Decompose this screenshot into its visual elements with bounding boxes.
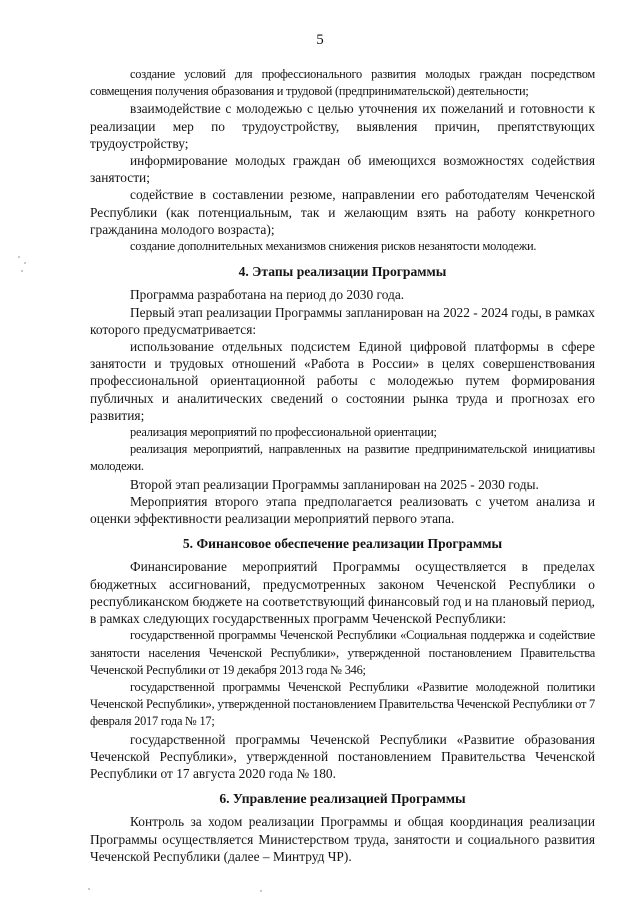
scan-artifact [260,890,262,892]
paragraph: взаимодействие с молодежью с целью уточнения их пожеланий и готовности к реализации мер по трудоустройству, выявления причин, препятствующих трудоустройству; [90,101,595,151]
scan-artifact [88,888,90,890]
section-heading: 5. Финансовое обеспечение реализации Программы [182,536,503,552]
paragraph: реализация мероприятий, направленных на развитие предпринимательской инициативы молодежи. [90,442,595,474]
paragraph: государственной программы Чеченской Республики «Развитие молодежной политики Чеченской Республики», утвержденной постановлением Правительства Чеченской Республики от 7 февраля 2017 года № 17; [90,679,595,729]
paragraph: государственной программы Чеченской Республики «Развитие образования Чеченской Республики», утвержденной постановлением Правительства Чеченской Республики от 17 августа 2020 года № 180. [90,731,595,781]
paragraph: Программа разработана на период до 2030 года. [130,287,405,303]
paragraph: создание условий для профессионального развития молодых граждан посредством совмещения получения образования и трудовой (предпринимательской) деятельности; [90,67,595,99]
paragraph: государственной программы Чеченской Республики «Социальная поддержка и содействие занятости населения Чеченской Республики», утвержденной постановлением Правительства Чеченской Республики от 19 декабря 2013 года № 346; [90,628,595,677]
section-heading: 6. Управление реализацией Программы [219,791,466,807]
paragraph: Второй этап реализации Программы запланирован на 2025 - 2030 годы. [130,476,539,492]
scan-artifact [18,256,20,258]
scan-artifact [21,270,23,272]
paragraph: Мероприятия второго этапа предполагается реализовать с учетом анализа и оценки эффективности реализации мероприятий первого этапа. [90,493,595,527]
scan-artifact [24,262,26,264]
paragraph: Первый этап реализации Программы запланирован на 2022 - 2024 годы, в рамках которого предусматривается: [90,304,595,337]
document-body [90,66,595,865]
paragraph: содействие в составлении резюме, направлении его работодателям Чеченской Республики (как потенциальным, так и желающим взять на работу конкретного гражданина молодого возраста); [90,187,595,237]
section-heading: 4. Этапы реализации Программы [238,264,447,280]
paragraph: Контроль за ходом реализации Программы и общая координация реализации Программы осуществляется Министерством труда, занятости и социального развития Чеченской Республики (далее – Минтруд ЧР). [90,814,595,864]
paragraph: Финансирование мероприятий Программы осуществляется в пределах бюджетных ассигнований, предусмотренных законом Чеченской Республики о республиканском бюджете на соответствующий финансовый год и на плановый период, в рамках следующих государственных программ Чеченской Республики: [90,559,595,627]
paragraph: информирование молодых граждан об имеющихся возможностях содействия занятости; [90,153,595,186]
paragraph: реализация мероприятий по профессиональной ориентации; [130,425,437,440]
paragraph: использование отдельных подсистем Единой цифровой платформы в сфере занятости и трудовых отношений «Работа в России» в целях совершенствования профессиональной ориентационной работы с молодежью путем формирования публичных и аналитических сведений о состоянии рынка труда и прогнозах его развития; [90,339,595,423]
paragraph: создание дополнительных механизмов снижения рисков незанятости молодежи. [130,239,537,254]
page-number: 5 [316,32,324,48]
